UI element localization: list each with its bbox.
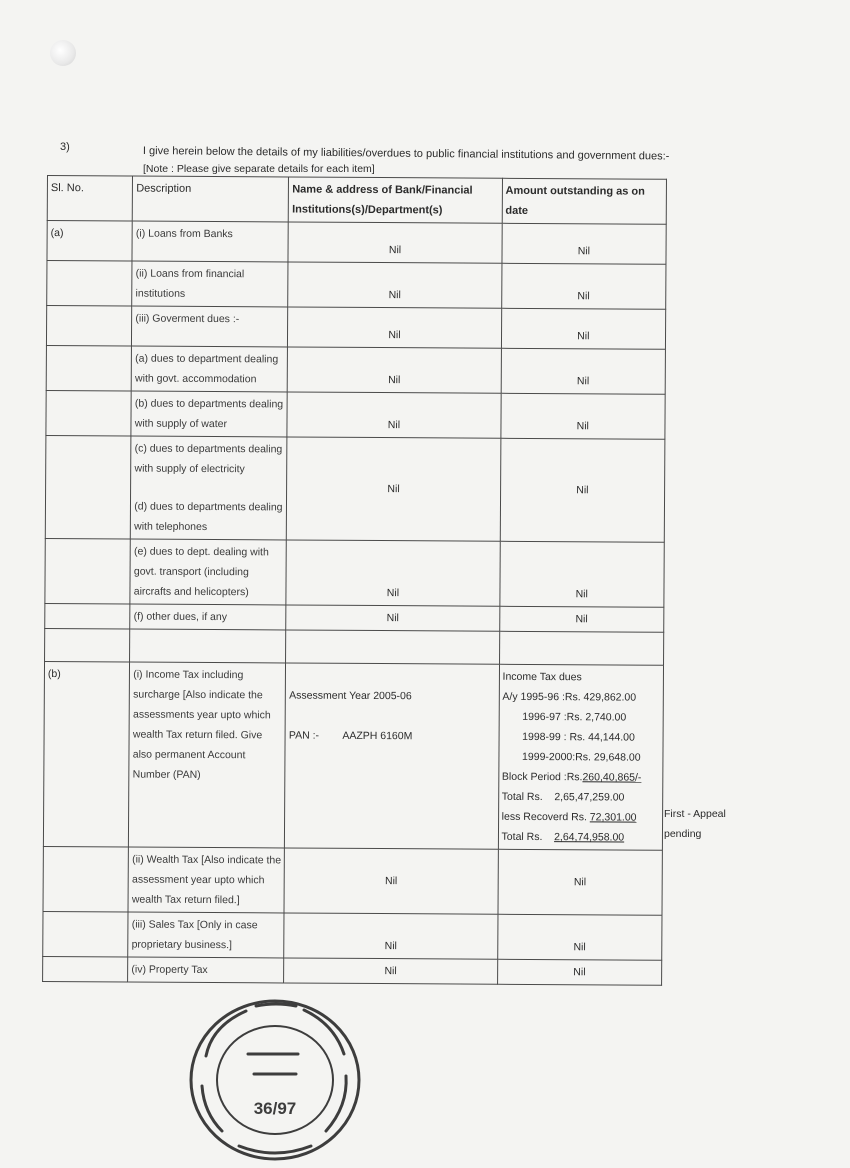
amount-title: Income Tax dues xyxy=(502,670,582,684)
row-description: (f) other dues, if any xyxy=(130,604,286,630)
row-amount: Nil xyxy=(497,959,662,985)
row-name: Nil xyxy=(284,958,497,984)
amount-line: 1998-99 : Rs. 44,144.00 xyxy=(522,730,635,744)
row-description: (iv) Property Tax xyxy=(128,957,284,983)
table-header-row xyxy=(47,176,666,225)
row-name: Nil xyxy=(288,307,502,348)
row-amount: Nil xyxy=(501,393,666,439)
row-name: Nil xyxy=(286,605,499,631)
row-description-2: (d) dues to departments dealing with telephones xyxy=(134,500,283,533)
row-description: (c) dues to departments dealing with supply of electricity xyxy=(134,442,283,476)
income-tax-row xyxy=(43,661,663,850)
row-amount: Nil xyxy=(501,263,666,309)
pan-number: AAZPH 6160M xyxy=(342,729,413,743)
row-description: (ii) Loans from financial institutions xyxy=(132,261,288,307)
row-name: Nil xyxy=(286,540,500,606)
row-description: (e) dues to dept. dealing with govt. transport (including aircrafts and helicopters) xyxy=(130,539,286,605)
row-amount: Nil xyxy=(497,914,662,960)
row-description: (i) Income Tax including surcharge [Also indicate the assessments year upto which wealth Tax return filed. Give also permanent Account Number (PAN) xyxy=(129,662,286,848)
header-sl: Sl. No. xyxy=(47,176,133,222)
less-recovered: less Recoverd Rs. 72,301.00 xyxy=(501,810,637,824)
table-row xyxy=(47,221,666,265)
net-total: Total Rs. 2,64,74,958.00 xyxy=(501,830,625,844)
notary-seal-icon xyxy=(186,996,364,1164)
liabilities-table xyxy=(42,175,667,986)
table-row xyxy=(45,603,664,632)
section-a-label: (a) xyxy=(47,221,133,262)
row-name: Nil xyxy=(287,392,501,438)
item-number: 3) xyxy=(60,141,70,153)
row-name: Nil xyxy=(284,848,498,914)
row-amount: Nil xyxy=(501,308,666,349)
row-amount: Nil xyxy=(501,348,666,394)
table-row xyxy=(47,261,666,310)
row-name: Nil xyxy=(288,262,502,308)
row-description: (a) dues to department dealing with govt. accommodation xyxy=(131,346,287,392)
row-name: Nil xyxy=(284,913,498,959)
intro-text: I give herein below the details of my liabilities/overdues to public financial institutions and government dues:- xyxy=(142,145,670,163)
header-description: Description xyxy=(133,176,289,222)
amount-line: A/y 1995-96 :Rs. 429,862.00 xyxy=(502,690,637,704)
total-line: Total Rs. 2,65,47,259.00 xyxy=(501,790,625,804)
table-row xyxy=(46,306,665,350)
row-description: (iii) Goverment dues :- xyxy=(132,306,288,347)
section-gap xyxy=(45,628,664,665)
row-name: Nil xyxy=(288,347,502,393)
row-name: Nil xyxy=(287,437,501,541)
row-amount: Nil xyxy=(499,541,664,607)
amount-line: 1996-97 :Rs. 2,740.00 xyxy=(522,710,627,724)
header-name: Name & address of Bank/Financial Institutions(s)/Department(s) xyxy=(289,177,503,223)
table-row xyxy=(46,345,665,394)
header-amount: Amount outstanding as on date xyxy=(502,178,667,224)
pan-label: PAN :- xyxy=(288,729,320,742)
row-amount: Nil xyxy=(502,223,667,264)
row-amount: Nil xyxy=(500,438,665,542)
table-row xyxy=(46,390,665,439)
row-description: (b) dues to departments dealing with supply of water xyxy=(131,391,287,437)
row-description: (iii) Sales Tax [Only in case proprietary business.] xyxy=(128,912,284,958)
row-amount: Nil xyxy=(498,849,663,915)
punch-hole xyxy=(50,40,76,66)
income-tax-amount xyxy=(498,664,664,850)
assessment-year: Assessment Year 2005-06 xyxy=(289,689,412,703)
row-amount: Nil xyxy=(499,606,664,632)
seal-number: 36/97 xyxy=(253,1099,297,1118)
table-row xyxy=(43,846,662,915)
table-row xyxy=(45,538,664,607)
amount-line: 1999-2000:Rs. 29,648.00 xyxy=(522,750,641,764)
note-text: [Note : Please give separate details for each item] xyxy=(143,163,375,175)
block-period: Block Period :Rs.260,40,865/- xyxy=(501,770,642,784)
table-row xyxy=(45,435,665,542)
table-row xyxy=(43,956,662,985)
row-description: (i) Loans from Banks xyxy=(132,221,288,262)
table-row xyxy=(43,911,662,960)
row-name: Nil xyxy=(288,222,502,263)
section-b-label: (b) xyxy=(43,661,129,847)
row-description: (ii) Wealth Tax [Also indicate the assessment year upto which wealth Tax return filed.] xyxy=(128,847,284,913)
appeal-remark: First - Appeal pending xyxy=(664,808,726,840)
